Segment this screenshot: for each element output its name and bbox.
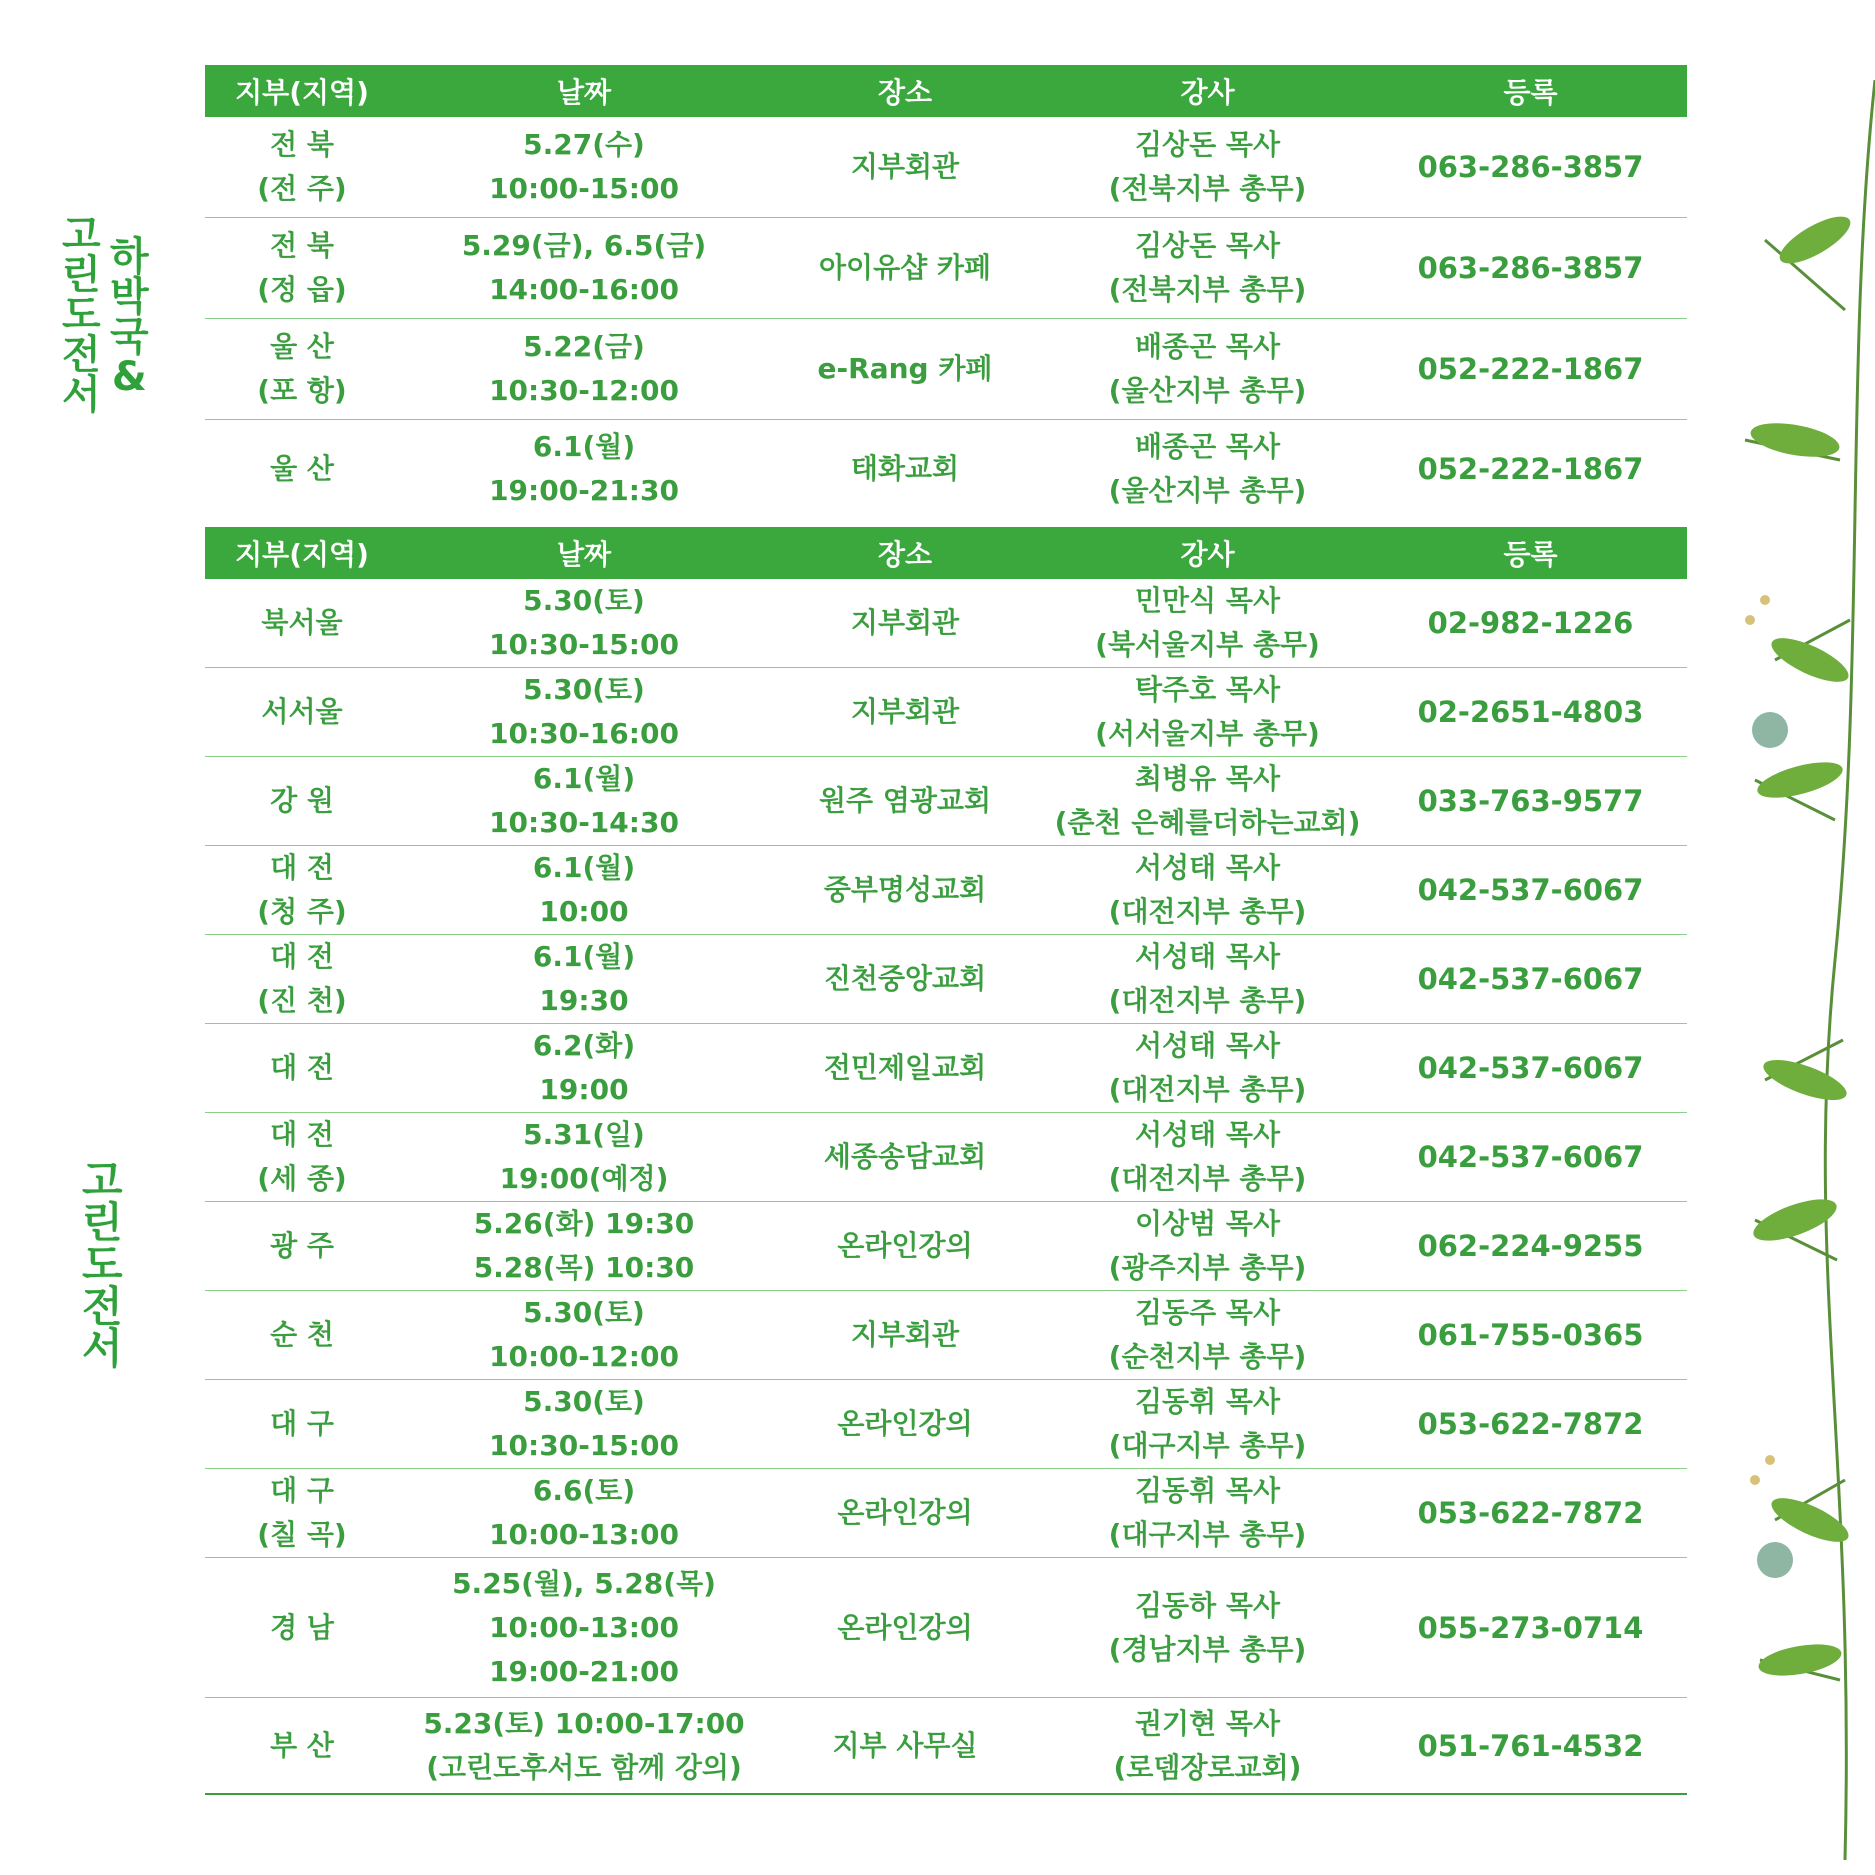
phone-cell: 063-286-3857 — [1374, 117, 1687, 218]
instructor-cell-line: (광주지부 총무) — [1108, 1251, 1307, 1284]
instructor-cell — [1041, 1024, 1374, 1113]
place-cell: 지부회관 — [769, 1291, 1041, 1380]
region-cell-line: 대 구 — [270, 1474, 334, 1507]
region-cell-line: (정 읍) — [257, 273, 347, 306]
instructor-cell-line: (대구지부 총무) — [1108, 1518, 1307, 1551]
date-cell — [399, 935, 769, 1024]
date-cell-line: 19:00 — [539, 1073, 629, 1106]
date-cell — [399, 1380, 769, 1469]
date-cell — [399, 1291, 769, 1380]
region-cell — [205, 668, 399, 757]
date-cell-line: 19:00-21:30 — [489, 474, 679, 507]
region-cell-line: 대 구 — [270, 1407, 334, 1440]
date-cell-line: 19:30 — [539, 984, 629, 1017]
instructor-cell-line: 배종곤 목사 — [1135, 430, 1280, 463]
instructor-cell-line: (대구지부 총무) — [1108, 1429, 1307, 1462]
date-cell-line: (고린도후서도 함께 강의) — [426, 1750, 742, 1784]
table-row — [205, 1469, 1687, 1558]
table-row — [205, 1202, 1687, 1291]
table-row — [205, 117, 1687, 218]
phone-cell: 052-222-1867 — [1374, 319, 1687, 420]
region-cell-line: 전 북 — [270, 229, 334, 262]
place-cell: 진천중앙교회 — [769, 935, 1041, 1024]
instructor-cell-line: 김동휘 목사 — [1135, 1385, 1280, 1418]
place-cell: 지부회관 — [769, 117, 1041, 218]
instructor-cell — [1041, 117, 1374, 218]
date-cell-line: 6.1(월) — [532, 762, 636, 795]
region-cell — [205, 1698, 399, 1795]
instructor-cell — [1041, 218, 1374, 319]
date-cell-line: 19:00-21:00 — [489, 1654, 679, 1688]
table-row — [205, 319, 1687, 420]
date-cell-line: 6.1(월) — [532, 940, 636, 973]
date-cell — [399, 319, 769, 420]
region-cell — [205, 1291, 399, 1380]
region-cell-line: (칠 곡) — [257, 1518, 347, 1551]
date-cell — [399, 218, 769, 319]
region-cell-line: 대 전 — [270, 940, 334, 973]
instructor-cell-line: 서성태 목사 — [1135, 1029, 1280, 1062]
instructor-cell-line: 탁주호 목사 — [1135, 673, 1280, 706]
place-cell: 지부 사무실 — [769, 1698, 1041, 1795]
header-date: 날짜 — [399, 527, 769, 579]
instructor-cell-line: 김동휘 목사 — [1135, 1474, 1280, 1507]
instructor-cell-line: (전북지부 총무) — [1108, 172, 1307, 205]
date-cell-line: 5.30(토) — [523, 1296, 645, 1329]
region-cell-line: 전 북 — [270, 128, 334, 161]
place-cell: 원주 염광교회 — [769, 757, 1041, 846]
instructor-cell-line: 민만식 목사 — [1135, 584, 1280, 617]
instructor-cell-line: 권기현 목사 — [1135, 1706, 1280, 1740]
date-cell-line: 5.27(수) — [523, 128, 645, 161]
region-cell — [205, 1469, 399, 1558]
side-caption-top-2: 하 박 국 & — [110, 234, 149, 400]
region-cell-line: 대 전 — [270, 1051, 334, 1084]
place-cell: 지부회관 — [769, 668, 1041, 757]
date-cell-line: 10:00-13:00 — [489, 1518, 679, 1551]
date-cell-line: 19:00(예정) — [499, 1162, 669, 1195]
date-cell-line: 6.1(월) — [532, 851, 636, 884]
phone-cell: 063-286-3857 — [1374, 218, 1687, 319]
phone-cell: 053-622-7872 — [1374, 1469, 1687, 1558]
region-cell — [205, 579, 399, 668]
instructor-cell-line: 김동주 목사 — [1135, 1296, 1280, 1329]
date-cell-line: 6.6(토) — [532, 1474, 636, 1507]
date-cell — [399, 1113, 769, 1202]
table-row — [205, 846, 1687, 935]
region-cell — [205, 1024, 399, 1113]
leaf-decoration — [1725, 60, 1875, 1860]
table-row — [205, 579, 1687, 668]
date-cell — [399, 668, 769, 757]
phone-cell: 061-755-0365 — [1374, 1291, 1687, 1380]
instructor-cell-line: (대전지부 총무) — [1108, 1162, 1307, 1195]
place-cell: e-Rang 카페 — [769, 319, 1041, 420]
date-cell-line: 5.25(월), 5.28(목) — [452, 1566, 716, 1600]
table-row — [205, 935, 1687, 1024]
instructor-cell — [1041, 1291, 1374, 1380]
instructor-cell-line: 최병유 목사 — [1135, 762, 1280, 795]
table-row — [205, 1291, 1687, 1380]
header-date: 날짜 — [399, 65, 769, 117]
date-cell-line: 5.30(토) — [523, 584, 645, 617]
date-cell-line: 5.22(금) — [523, 330, 645, 363]
date-cell — [399, 1698, 769, 1795]
instructor-cell-line: (대전지부 총무) — [1108, 895, 1307, 928]
phone-cell: 042-537-6067 — [1374, 1024, 1687, 1113]
instructor-cell — [1041, 935, 1374, 1024]
instructor-cell-line: (울산지부 총무) — [1108, 374, 1307, 407]
instructor-cell — [1041, 420, 1374, 519]
instructor-cell — [1041, 668, 1374, 757]
region-cell — [205, 1380, 399, 1469]
side-caption-bottom: 고 린 도 전 서 — [82, 1156, 123, 1373]
date-cell — [399, 1202, 769, 1291]
table-header-row — [205, 527, 1687, 579]
date-cell-line: 5.30(토) — [523, 673, 645, 706]
phone-cell: 02-982-1226 — [1374, 579, 1687, 668]
date-cell — [399, 579, 769, 668]
place-cell: 중부명성교회 — [769, 846, 1041, 935]
region-cell-line: (포 항) — [257, 374, 347, 407]
date-cell — [399, 1024, 769, 1113]
instructor-cell — [1041, 757, 1374, 846]
region-cell-line: 울 산 — [270, 452, 334, 485]
instructor-cell-line: 서성태 목사 — [1135, 1118, 1280, 1151]
region-cell-line: 순 천 — [270, 1318, 334, 1351]
table-row — [205, 1113, 1687, 1202]
table-row — [205, 218, 1687, 319]
instructor-cell-line: 배종곤 목사 — [1135, 330, 1280, 363]
instructor-cell-line: (전북지부 총무) — [1108, 273, 1307, 306]
date-cell-line: 10:30-15:00 — [489, 1429, 679, 1462]
place-cell: 전민제일교회 — [769, 1024, 1041, 1113]
region-cell-line: (세 종) — [257, 1162, 347, 1195]
header-place: 장소 — [769, 527, 1041, 579]
table-row — [205, 1380, 1687, 1469]
region-cell — [205, 757, 399, 846]
region-cell — [205, 935, 399, 1024]
region-cell-line: 광 주 — [270, 1229, 334, 1262]
instructor-cell-line: 이상범 목사 — [1135, 1207, 1280, 1240]
phone-cell: 052-222-1867 — [1417, 452, 1644, 486]
region-cell-line: 대 전 — [270, 1118, 334, 1151]
date-cell-line: 10:00-12:00 — [489, 1340, 679, 1373]
place-cell: 아이유샵 카페 — [769, 218, 1041, 319]
instructor-cell — [1041, 1380, 1374, 1469]
instructor-cell — [1041, 1469, 1374, 1558]
date-cell-line: 5.29(금), 6.5(금) — [461, 229, 707, 262]
phone-cell: 042-537-6067 — [1374, 935, 1687, 1024]
date-cell-line: 6.1(월) — [532, 430, 636, 463]
place-cell: 태화교회 — [850, 452, 960, 485]
date-cell — [399, 1558, 769, 1698]
instructor-cell-line: (로뎀장로교회) — [1113, 1750, 1302, 1784]
instructor-cell-line: (춘천 은혜를더하는교회) — [1054, 806, 1361, 839]
table-row — [205, 1024, 1687, 1113]
phone-cell: 042-537-6067 — [1374, 1113, 1687, 1202]
date-cell-line: 5.31(일) — [523, 1118, 645, 1151]
phone-cell: 033-763-9577 — [1374, 757, 1687, 846]
date-cell-line: 10:30-15:00 — [489, 628, 679, 661]
place-cell: 온라인강의 — [769, 1202, 1041, 1291]
region-cell-line: 울 산 — [270, 330, 334, 363]
instructor-cell-line: (북서울지부 총무) — [1095, 628, 1320, 661]
date-cell-line: 5.30(토) — [523, 1385, 645, 1418]
header-registration: 등록 — [1374, 527, 1687, 579]
instructor-cell — [1041, 1113, 1374, 1202]
instructor-cell-line: 김상돈 목사 — [1135, 229, 1280, 262]
header-registration: 등록 — [1374, 65, 1687, 117]
date-cell-line: 5.28(목) 10:30 — [473, 1251, 695, 1284]
region-cell-line: 서서울 — [261, 695, 343, 728]
region-cell — [205, 1202, 399, 1291]
region-cell-line: (전 주) — [257, 172, 347, 205]
instructor-cell — [1041, 579, 1374, 668]
region-cell-line: 경 남 — [270, 1610, 334, 1644]
instructor-cell-line: (대전지부 총무) — [1108, 984, 1307, 1017]
region-cell-line: 부 산 — [270, 1728, 334, 1762]
header-region: 지부(지역) — [205, 65, 399, 117]
table-row — [205, 420, 1687, 519]
instructor-cell — [1041, 1202, 1374, 1291]
place-cell: 지부회관 — [769, 579, 1041, 668]
table-row — [205, 757, 1687, 846]
instructor-cell — [1041, 319, 1374, 420]
date-cell-line: 10:00 — [539, 895, 629, 928]
instructor-cell-line: (울산지부 총무) — [1108, 474, 1307, 507]
instructor-cell-line: (대전지부 총무) — [1108, 1073, 1307, 1106]
table-row — [205, 668, 1687, 757]
phone-cell: 055-273-0714 — [1374, 1558, 1687, 1698]
header-instructor: 강사 — [1041, 527, 1374, 579]
date-cell-line: 5.26(화) 19:30 — [473, 1207, 695, 1240]
date-cell-line: 10:00-15:00 — [489, 172, 679, 205]
instructor-cell — [1041, 1558, 1374, 1698]
region-cell-line: (진 천) — [257, 984, 347, 1017]
date-cell — [399, 846, 769, 935]
instructor-cell — [1041, 1698, 1374, 1795]
region-cell — [205, 319, 399, 420]
region-cell — [205, 1558, 399, 1698]
table-row — [205, 1558, 1687, 1698]
schedule-table-corinthians — [205, 527, 1687, 1795]
instructor-cell-line: 김동하 목사 — [1135, 1588, 1280, 1622]
instructor-cell-line: 서성태 목사 — [1135, 940, 1280, 973]
date-cell — [399, 1469, 769, 1558]
place-cell: 세종송담교회 — [769, 1113, 1041, 1202]
region-cell — [205, 117, 399, 218]
instructor-cell-line: 김상돈 목사 — [1135, 128, 1280, 161]
phone-cell: 051-761-4532 — [1374, 1698, 1687, 1795]
table-row — [205, 1698, 1687, 1795]
instructor-cell — [1041, 846, 1374, 935]
date-cell-line: 14:00-16:00 — [489, 273, 679, 306]
date-cell-line: 10:30-16:00 — [489, 717, 679, 750]
instructor-cell-line: (순천지부 총무) — [1108, 1340, 1307, 1373]
phone-cell: 02-2651-4803 — [1374, 668, 1687, 757]
region-cell-line: (청 주) — [257, 895, 347, 928]
schedule-table-hebrews-corinthians — [205, 65, 1687, 518]
date-cell — [399, 117, 769, 218]
date-cell-line: 10:30-12:00 — [489, 374, 679, 407]
date-cell — [399, 757, 769, 846]
instructor-cell-line: (서서울지부 총무) — [1095, 717, 1320, 750]
header-place: 장소 — [769, 65, 1041, 117]
place-cell: 온라인강의 — [769, 1380, 1041, 1469]
phone-cell: 053-622-7872 — [1374, 1380, 1687, 1469]
date-cell — [399, 420, 769, 519]
region-cell — [205, 218, 399, 319]
header-region: 지부(지역) — [205, 527, 399, 579]
side-caption-top-1: 고 린 도 전 서 — [62, 212, 101, 418]
place-cell: 온라인강의 — [769, 1469, 1041, 1558]
region-cell — [205, 1113, 399, 1202]
place-cell: 온라인강의 — [769, 1558, 1041, 1698]
header-instructor: 강사 — [1041, 65, 1374, 117]
instructor-cell-line: 서성태 목사 — [1135, 851, 1280, 884]
date-cell-line: 6.2(화) — [532, 1029, 636, 1062]
region-cell — [205, 846, 399, 935]
phone-cell: 042-537-6067 — [1374, 846, 1687, 935]
region-cell — [205, 420, 399, 519]
table-header-row — [205, 65, 1687, 117]
region-cell-line: 대 전 — [270, 851, 334, 884]
region-cell-line: 북서울 — [261, 606, 343, 639]
phone-cell: 062-224-9255 — [1374, 1202, 1687, 1291]
date-cell-line: 10:30-14:30 — [489, 806, 679, 839]
date-cell-line: 10:00-13:00 — [489, 1610, 679, 1644]
date-cell-line: 5.23(토) 10:00-17:00 — [423, 1706, 745, 1740]
region-cell-line: 강 원 — [270, 784, 334, 817]
instructor-cell-line: (경남지부 총무) — [1108, 1632, 1307, 1666]
